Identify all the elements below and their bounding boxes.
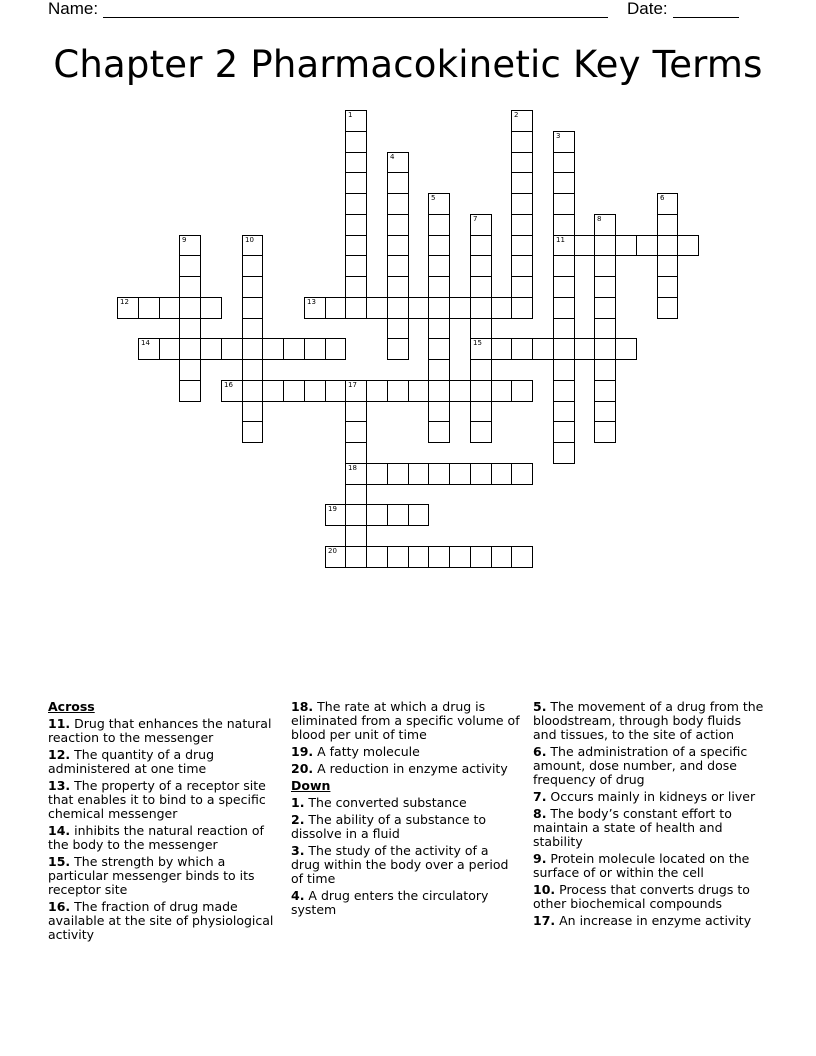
crossword-cell[interactable]: [511, 380, 533, 402]
clue-item: [291, 889, 521, 917]
crossword-cell[interactable]: [242, 421, 263, 443]
clue-number-label: 18.: [291, 699, 314, 714]
crossword-cell[interactable]: [387, 152, 409, 173]
crossword-cell[interactable]: [428, 318, 450, 339]
crossword-cell[interactable]: [470, 421, 492, 443]
crossword-cell[interactable]: [594, 401, 616, 422]
clue-number: 3: [556, 132, 561, 140]
clue-item: [48, 717, 284, 745]
crossword-cell[interactable]: [428, 338, 450, 360]
crossword-cell[interactable]: [491, 546, 512, 568]
clue-number: 18: [348, 464, 357, 472]
crossword-cell[interactable]: [574, 338, 595, 360]
clue-number: 8: [597, 215, 602, 223]
crossword-cell[interactable]: [262, 338, 284, 360]
crossword-cell[interactable]: [345, 214, 367, 236]
crossword-cell[interactable]: [242, 380, 263, 402]
crossword-cell[interactable]: [325, 338, 346, 360]
crossword-cell[interactable]: [470, 338, 492, 360]
crossword-cell[interactable]: [345, 421, 367, 443]
crossword-cell[interactable]: [511, 193, 533, 215]
crossword-cell[interactable]: [408, 463, 429, 485]
clue-number: 4: [390, 153, 395, 161]
crossword-cell[interactable]: [449, 546, 471, 568]
crossword-cell[interactable]: [387, 214, 409, 236]
crossword-cell[interactable]: [283, 338, 305, 360]
page-title: Chapter 2 Pharmacokinetic Key Terms: [53, 43, 763, 86]
date-label: Date:: [627, 0, 668, 18]
clue-item: [533, 883, 765, 911]
crossword-cell[interactable]: [470, 463, 492, 485]
crossword-cell[interactable]: [345, 255, 367, 277]
clues-column-2: [291, 700, 521, 920]
crossword-cell[interactable]: [159, 297, 180, 319]
crossword-cell[interactable]: [470, 214, 492, 236]
clue-text: A reduction in enzyme activity: [313, 761, 508, 776]
crossword-cell[interactable]: [345, 546, 367, 568]
crossword-cell[interactable]: [449, 297, 471, 319]
crossword-cell[interactable]: [345, 401, 367, 422]
clue-text: Drug that enhances the natural reaction to the messenger: [48, 716, 272, 745]
clue-text: The strength by which a particular messenger binds to its receptor site: [48, 854, 255, 897]
crossword-cell[interactable]: [553, 359, 575, 381]
crossword-cell[interactable]: [408, 380, 429, 402]
crossword-cell[interactable]: [387, 255, 409, 277]
crossword-cell[interactable]: [387, 193, 409, 215]
clue-number: 13: [307, 298, 316, 306]
crossword-cell[interactable]: [366, 463, 388, 485]
crossword-cell[interactable]: [428, 359, 450, 381]
crossword-cell[interactable]: [428, 235, 450, 256]
crossword-cell[interactable]: [179, 255, 201, 277]
crossword-cell[interactable]: [221, 380, 243, 402]
crossword-cell[interactable]: [345, 131, 367, 153]
crossword-cell[interactable]: [511, 276, 533, 298]
crossword-cell[interactable]: [553, 255, 575, 277]
clue-number-label: 19.: [291, 744, 314, 759]
crossword-cell[interactable]: [553, 193, 575, 215]
clue-number: 5: [431, 194, 436, 202]
crossword-cell[interactable]: [387, 172, 409, 194]
crossword-cell[interactable]: [387, 546, 409, 568]
crossword-cell[interactable]: [428, 546, 450, 568]
crossword-cell[interactable]: [242, 401, 263, 422]
crossword-cell[interactable]: [574, 235, 595, 256]
clue-number-label: 17.: [533, 913, 556, 928]
crossword-cell[interactable]: [345, 442, 367, 464]
crossword-cell[interactable]: [345, 525, 367, 547]
crossword-cell[interactable]: [428, 463, 450, 485]
clue-number-label: 11.: [48, 716, 71, 731]
crossword-cell[interactable]: [553, 421, 575, 443]
crossword-cell[interactable]: [511, 110, 533, 132]
clue-item: [291, 796, 521, 810]
clue-number-label: 15.: [48, 854, 71, 869]
crossword-cell[interactable]: [408, 297, 429, 319]
clue-text: The property of a receptor site that enables it to bind to a specific chemical messenger: [48, 778, 266, 821]
crossword-cell[interactable]: [428, 380, 450, 402]
crossword-cell[interactable]: [345, 110, 367, 132]
clue-item: [48, 824, 284, 852]
clue-text: An increase in enzyme activity: [555, 913, 752, 928]
crossword-cell[interactable]: [387, 318, 409, 339]
crossword-cell[interactable]: [387, 380, 409, 402]
crossword-cell[interactable]: [553, 131, 575, 153]
crossword-cell[interactable]: [387, 504, 409, 526]
clue-number: 10: [245, 236, 254, 244]
crossword-cell[interactable]: [345, 172, 367, 194]
clue-text: The ability of a substance to dissolve in a fluid: [291, 812, 487, 841]
crossword-cell[interactable]: [449, 463, 471, 485]
clue-number-label: 14.: [48, 823, 71, 838]
clue-number-label: 3.: [291, 843, 305, 858]
crossword-cell[interactable]: [511, 546, 533, 568]
crossword-cell[interactable]: [470, 297, 492, 319]
crossword-cell[interactable]: [345, 193, 367, 215]
clue-item: [291, 700, 521, 742]
clues-column-3: [533, 700, 765, 931]
crossword-cell[interactable]: [491, 297, 512, 319]
clue-text: The converted substance: [304, 795, 467, 810]
clue-number-label: 6.: [533, 744, 547, 759]
clue-number: 17: [348, 381, 357, 389]
clue-item: [291, 762, 521, 776]
clue-number-label: 8.: [533, 806, 547, 821]
clue-number: 7: [473, 215, 478, 223]
clue-text: The study of the activity of a drug within the body over a period of time: [291, 843, 509, 886]
clue-item: [533, 852, 765, 880]
crossword-cell[interactable]: [470, 380, 492, 402]
clue-number-label: 4.: [291, 888, 305, 903]
clue-text: The movement of a drug from the bloodstream, through body fluids and tissues, to the site of action: [533, 699, 764, 742]
crossword-cell[interactable]: [242, 359, 263, 381]
crossword-cell[interactable]: [345, 484, 367, 505]
clue-number-label: 7.: [533, 789, 547, 804]
crossword-cell[interactable]: [553, 172, 575, 194]
crossword-cell[interactable]: [345, 297, 367, 319]
crossword-cell[interactable]: [636, 235, 658, 256]
clue-item: [533, 790, 765, 804]
crossword-cell[interactable]: [491, 463, 512, 485]
clue-number-label: 20.: [291, 761, 314, 776]
crossword-cell[interactable]: [553, 276, 575, 298]
crossword-cell[interactable]: [242, 318, 263, 339]
crossword-cell[interactable]: [428, 214, 450, 236]
crossword-cell[interactable]: [594, 235, 616, 256]
crossword-cell[interactable]: [366, 546, 388, 568]
crossword-cell[interactable]: [553, 318, 575, 339]
clue-text: The administration of a specific amount, dose number, and dose frequency of drug: [533, 744, 748, 787]
crossword-cell[interactable]: [594, 359, 616, 381]
clue-text: Process that converts drugs to other biochemical compounds: [533, 882, 750, 911]
clue-item: [533, 807, 765, 849]
crossword-cell[interactable]: [304, 297, 326, 319]
crossword-cell[interactable]: [553, 442, 575, 464]
clue-item: [533, 914, 765, 928]
crossword-cell[interactable]: [345, 380, 367, 402]
crossword-cell[interactable]: [470, 546, 492, 568]
clue-number-label: 1.: [291, 795, 305, 810]
crossword-cell[interactable]: [428, 297, 450, 319]
crossword-cell[interactable]: [553, 380, 575, 402]
crossword-cell[interactable]: [491, 338, 512, 360]
crossword-cell[interactable]: [657, 297, 678, 319]
crossword-cell[interactable]: [345, 504, 367, 526]
crossword-cell[interactable]: [138, 338, 160, 360]
crossword-cell[interactable]: [242, 235, 263, 256]
crossword-cell[interactable]: [179, 338, 201, 360]
crossword-cell[interactable]: [200, 297, 222, 319]
crossword-cell[interactable]: [262, 380, 284, 402]
crossword-cell[interactable]: [159, 338, 180, 360]
crossword-cell[interactable]: [594, 214, 616, 236]
down-heading: Down: [291, 778, 331, 793]
clue-number-label: 13.: [48, 778, 71, 793]
crossword-cell[interactable]: [594, 338, 616, 360]
clue-item: [533, 700, 765, 742]
crossword-cell[interactable]: [428, 401, 450, 422]
crossword-cell[interactable]: [657, 214, 678, 236]
clue-number: 11: [556, 236, 565, 244]
crossword-cell[interactable]: [470, 235, 492, 256]
crossword-cell[interactable]: [511, 152, 533, 173]
crossword-cell[interactable]: [511, 338, 533, 360]
crossword-cell[interactable]: [387, 338, 409, 360]
crossword-cell[interactable]: [408, 546, 429, 568]
crossword-cell[interactable]: [179, 318, 201, 339]
crossword-cell[interactable]: [594, 276, 616, 298]
crossword-cell[interactable]: [242, 276, 263, 298]
clue-number-label: 2.: [291, 812, 305, 827]
crossword-cell[interactable]: [325, 380, 346, 402]
crossword-cell[interactable]: [428, 255, 450, 277]
crossword-cell[interactable]: [553, 152, 575, 173]
clue-text: inhibits the natural reaction of the body to the messenger: [48, 823, 264, 852]
clue-number: 6: [660, 194, 665, 202]
crossword-cell[interactable]: [345, 152, 367, 173]
crossword-cell[interactable]: [511, 297, 533, 319]
clue-text: Occurs mainly in kidneys or liver: [546, 789, 756, 804]
crossword-cell[interactable]: [117, 297, 139, 319]
crossword-cell[interactable]: [657, 255, 678, 277]
clue-item: [48, 779, 284, 821]
crossword-cell[interactable]: [553, 338, 575, 360]
clues-column-1: [48, 700, 284, 945]
crossword-cell[interactable]: [366, 380, 388, 402]
clue-item: [291, 844, 521, 886]
crossword-cell[interactable]: [470, 255, 492, 277]
crossword-cell[interactable]: [304, 380, 326, 402]
crossword-cell[interactable]: [179, 235, 201, 256]
crossword-cell[interactable]: [594, 318, 616, 339]
clue-text: The quantity of a drug administered at one time: [48, 747, 215, 776]
crossword-cell[interactable]: [594, 255, 616, 277]
across-heading: Across: [48, 699, 95, 714]
crossword-cell[interactable]: [179, 297, 201, 319]
clue-number: 9: [182, 236, 187, 244]
clue-text: Protein molecule located on the surface of or within the cell: [533, 851, 750, 880]
clue-number: 12: [120, 298, 129, 306]
crossword-cell[interactable]: [428, 276, 450, 298]
clue-text: The rate at which a drug is eliminated from a specific volume of blood per unit of time: [291, 699, 520, 742]
crossword-cell[interactable]: [387, 276, 409, 298]
crossword-cell[interactable]: [387, 463, 409, 485]
crossword-cell[interactable]: [345, 235, 367, 256]
crossword-cell[interactable]: [553, 297, 575, 319]
crossword-cell[interactable]: [657, 276, 678, 298]
crossword-cell[interactable]: [553, 214, 575, 236]
crossword-cell[interactable]: [677, 235, 699, 256]
crossword-cell[interactable]: [511, 463, 533, 485]
crossword-cell[interactable]: [242, 255, 263, 277]
crossword-cell[interactable]: [594, 380, 616, 402]
crossword-cell[interactable]: [345, 276, 367, 298]
crossword-cell[interactable]: [366, 297, 388, 319]
crossword-cell[interactable]: [449, 380, 471, 402]
crossword-cell[interactable]: [408, 504, 429, 526]
crossword-cell[interactable]: [387, 235, 409, 256]
clue-number: 16: [224, 381, 233, 389]
clue-item: [291, 813, 521, 841]
crossword-cell[interactable]: [325, 297, 346, 319]
clue-number-label: 16.: [48, 899, 71, 914]
crossword-cell[interactable]: [511, 214, 533, 236]
clue-item: [48, 748, 284, 776]
crossword-cell[interactable]: [511, 131, 533, 153]
clue-item: [48, 855, 284, 897]
crossword-cell[interactable]: [491, 380, 512, 402]
name-label: Name:: [48, 0, 99, 18]
clue-text: The body’s constant effort to maintain a state of health and stability: [533, 806, 732, 849]
crossword-cell[interactable]: [304, 338, 326, 360]
clue-number: 19: [328, 505, 337, 513]
crossword-cell[interactable]: [242, 297, 263, 319]
crossword-cell[interactable]: [615, 338, 637, 360]
crossword-cell[interactable]: [532, 338, 554, 360]
clue-number: 15: [473, 339, 482, 347]
clue-number: 14: [141, 339, 150, 347]
crossword-cell[interactable]: [511, 235, 533, 256]
crossword-cell[interactable]: [221, 338, 243, 360]
crossword-cell[interactable]: [470, 276, 492, 298]
crossword-cell[interactable]: [553, 235, 575, 256]
clue-number-label: 5.: [533, 699, 547, 714]
clue-number-label: 12.: [48, 747, 71, 762]
crossword-cell[interactable]: [594, 297, 616, 319]
crossword-cell[interactable]: [387, 297, 409, 319]
clue-item: [533, 745, 765, 787]
crossword-cell[interactable]: [179, 380, 201, 402]
crossword-cell[interactable]: [511, 255, 533, 277]
clue-number: 20: [328, 547, 337, 555]
clue-number: 2: [514, 111, 519, 119]
crossword-cell[interactable]: [366, 504, 388, 526]
crossword-cell[interactable]: [138, 297, 160, 319]
crossword-cell[interactable]: [470, 318, 492, 339]
clue-item: [48, 900, 284, 942]
clue-number-label: 10.: [533, 882, 556, 897]
crossword-cell[interactable]: [242, 338, 263, 360]
clue-text: A fatty molecule: [313, 744, 420, 759]
crossword-cell[interactable]: [325, 546, 346, 568]
crossword-cell[interactable]: [594, 421, 616, 443]
crossword-cell[interactable]: [657, 193, 678, 215]
crossword-cell[interactable]: [470, 359, 492, 381]
clue-number: 1: [348, 111, 353, 119]
crossword-cell[interactable]: [345, 463, 367, 485]
clue-number-label: 9.: [533, 851, 547, 866]
clue-item: [291, 745, 521, 759]
crossword-cell[interactable]: [179, 359, 201, 381]
crossword-cell[interactable]: [657, 235, 678, 256]
crossword-cell[interactable]: [325, 504, 346, 526]
crossword-cell[interactable]: [283, 380, 305, 402]
crossword-cell[interactable]: [179, 276, 201, 298]
crossword-cell[interactable]: [470, 401, 492, 422]
crossword-cell[interactable]: [200, 338, 222, 360]
clue-text: The fraction of drug made available at the site of physiological activity: [48, 899, 274, 942]
crossword-cell[interactable]: [428, 421, 450, 443]
crossword-cell[interactable]: [615, 235, 637, 256]
crossword-cell[interactable]: [428, 193, 450, 215]
clue-text: A drug enters the circulatory system: [291, 888, 489, 917]
crossword-cell[interactable]: [511, 172, 533, 194]
crossword-cell[interactable]: [553, 401, 575, 422]
